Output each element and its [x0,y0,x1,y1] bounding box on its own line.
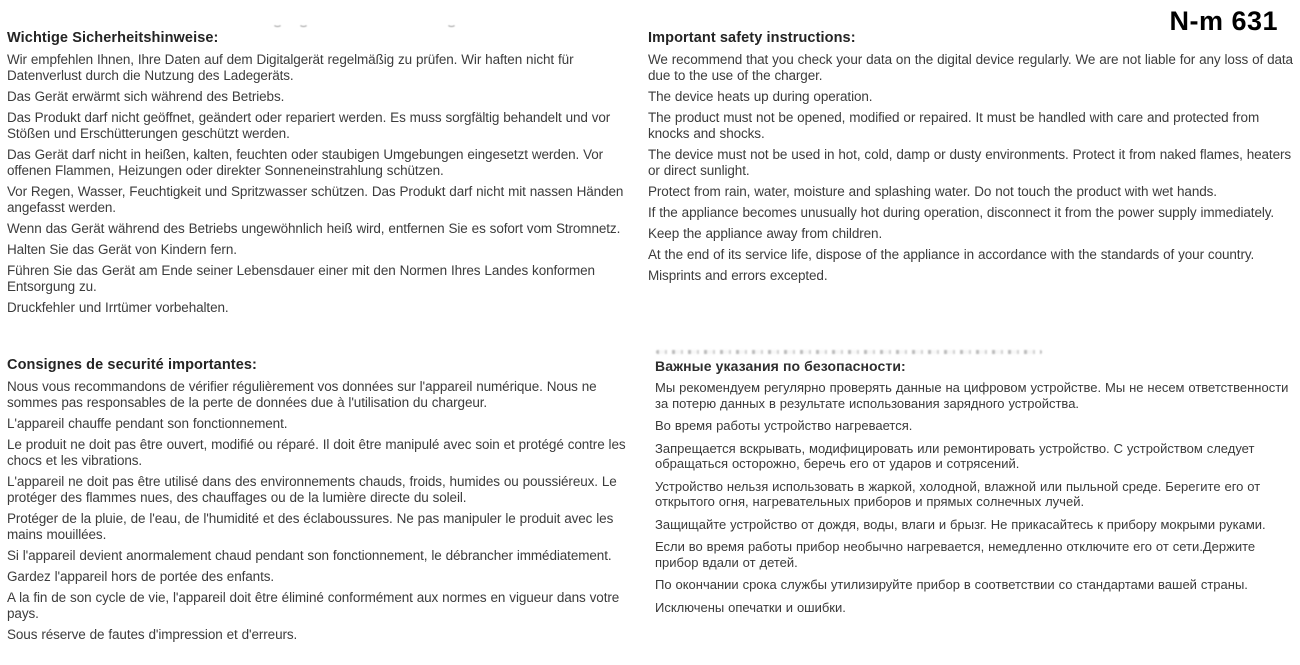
paragraph: Misprints and errors excepted. [648,268,828,283]
paragraph: Gardez l'appareil hors de portée des enfants. [7,569,275,584]
faded-print-artifact [656,350,1042,354]
paragraph: Wenn das Gerät während des Betriebs ungewöhnlich heiß wird, entfernen Sie es sofort vom Stromnetz. [7,221,621,236]
paragraph: Защищайте устройство от дождя, воды, влаги и брызг. Не прикасайтесь к прибору мокрыми руками. [655,516,1266,532]
section-heading-english: Important safety instructions: [648,30,856,46]
paragraph: Protéger de la pluie, de l'eau, de l'humidité et des éclaboussures. Ne pas manipuler le produit avec les mains mouillées. [7,511,614,542]
model-number: N-m 631 [1169,6,1278,36]
section-heading-russian: Важные указания по безопасности: [655,358,906,374]
section-heading-french: Consignes de securité importantes: [7,357,257,373]
section-heading-german: Wichtige Sicherheitshinweise: [7,30,219,46]
paragraph: We recommend that you check your data on the digital device regularly. We are not liable for any loss of data due to the use of the charger. [648,52,1293,83]
paragraph: The product must not be opened, modified or repaired. It must be handled with care and protected from knocks and shocks. [648,110,1260,141]
paragraph: The device must not be used in hot, cold, damp or dusty environments. Protect it from naked flames, heaters or direct sunlight. [648,147,1292,178]
paragraph: L'appareil ne doit pas être utilisé dans des environnements chauds, froids, humides ou poussiéreux. Le protéger des flammes nues, des chauffages ou de la lumière directe du soleil. [7,474,617,505]
paragraph: L'appareil chauffe pendant son fonctionnement. [7,416,288,431]
faded-diacritic-mark [299,21,308,27]
paragraph: Vor Regen, Wasser, Feuchtigkeit und Spritzwasser schützen. Das Produkt darf nicht mit nassen Händen angefasst werden. [7,184,624,215]
paragraph: Le produit ne doit pas être ouvert, modifié ou réparé. Il doit être manipulé avec soin et protégé contre les chocs et les vibrations. [7,437,626,468]
paragraph: If the appliance becomes unusually hot during operation, disconnect it from the power supply immediately. [648,205,1275,220]
paragraph: Запрещается вскрывать, модифицировать или ремонтировать устройство. С устройством следует обращаться осторожно, беречь его от ударов и сотрясений. [655,440,1255,471]
paragraph: Das Gerät darf nicht in heißen, kalten, feuchten oder staubigen Umgebungen eingesetzt werden. Vor offenen Flammen, Heizungen oder direkter Sonneneinstrahlung schützen. [7,147,604,178]
paragraph: Если во время работы прибор необычно нагревается, немедленно отключите его от сети.Держите прибор вдали от детей. [655,539,1256,570]
section-french [7,357,645,648]
paragraph: The device heats up during operation. [648,89,873,104]
paragraph: Druckfehler und Irrtümer vorbehalten. [7,300,229,315]
paragraph: Мы рекомендуем регулярно проверять данные на цифровом устройстве. Мы не несем ответственности за потерю данных в результате использования зарядного устройства. [655,380,1289,411]
paragraph: Führen Sie das Gerät am Ende seiner Lebensdauer einer mit den Normen Ihres Landes konformen Entsorgung zu. [7,263,595,294]
section-body-english [648,52,1296,284]
paragraph: Sous réserve de fautes d'impression et d'erreurs. [7,627,298,642]
section-russian [655,358,1295,622]
paragraph: По окончании срока службы утилизируйте прибор в соответствии со стандартами вашей страны. [655,577,1248,592]
paragraph: A la fin de son cycle de vie, l'appareil doit être éliminé conformément aux normes en vigueur dans votre pays. [7,590,620,621]
section-body-russian [655,380,1295,615]
faded-diacritic-mark [273,21,282,27]
section-body-german [7,52,643,316]
section-english [648,30,1296,289]
paragraph: Protect from rain, water, moisture and splashing water. Do not touch the product with wet hands. [648,184,1217,199]
paragraph: Halten Sie das Gerät von Kindern fern. [7,242,237,257]
section-body-french [7,379,645,643]
paragraph: Wir empfehlen Ihnen, Ihre Daten auf dem Digitalgerät regelmäßig zu prüfen. Wir haften nicht für Datenverlust durch die Nutzung des Ladegeräts. [7,52,574,83]
paragraph: Во время работы устройство нагревается. [655,418,913,433]
paragraph: Das Produkt darf nicht geöffnet, geändert oder repariert werden. Es muss sorgfältig behandelt und vor Stößen und Erschütterungen geschützt werden. [7,110,611,141]
paragraph: Keep the appliance away from children. [648,226,883,241]
paragraph: Устройство нельзя использовать в жаркой, холодной, влажной или пыльной среде. Берегите его от открытого огня, нагревательных приборов и прямых солнечных лучей. [655,478,1261,509]
paragraph: Si l'appareil devient anormalement chaud pendant son fonctionnement, le débrancher immédiatement. [7,548,612,563]
paragraph: Das Gerät erwärmt sich während des Betriebs. [7,89,285,104]
paragraph: At the end of its service life, dispose of the appliance in accordance with the standards of your country. [648,247,1255,262]
paragraph: Nous vous recommandons de vérifier régulièrement vos données sur l'appareil numérique. Nous ne sommes pas responsables de la perte de données due à l'utilisation du chargeur. [7,379,597,410]
faded-diacritic-mark [447,21,456,27]
section-german [7,30,643,321]
paragraph: Исключены опечатки и ошибки. [655,599,846,615]
